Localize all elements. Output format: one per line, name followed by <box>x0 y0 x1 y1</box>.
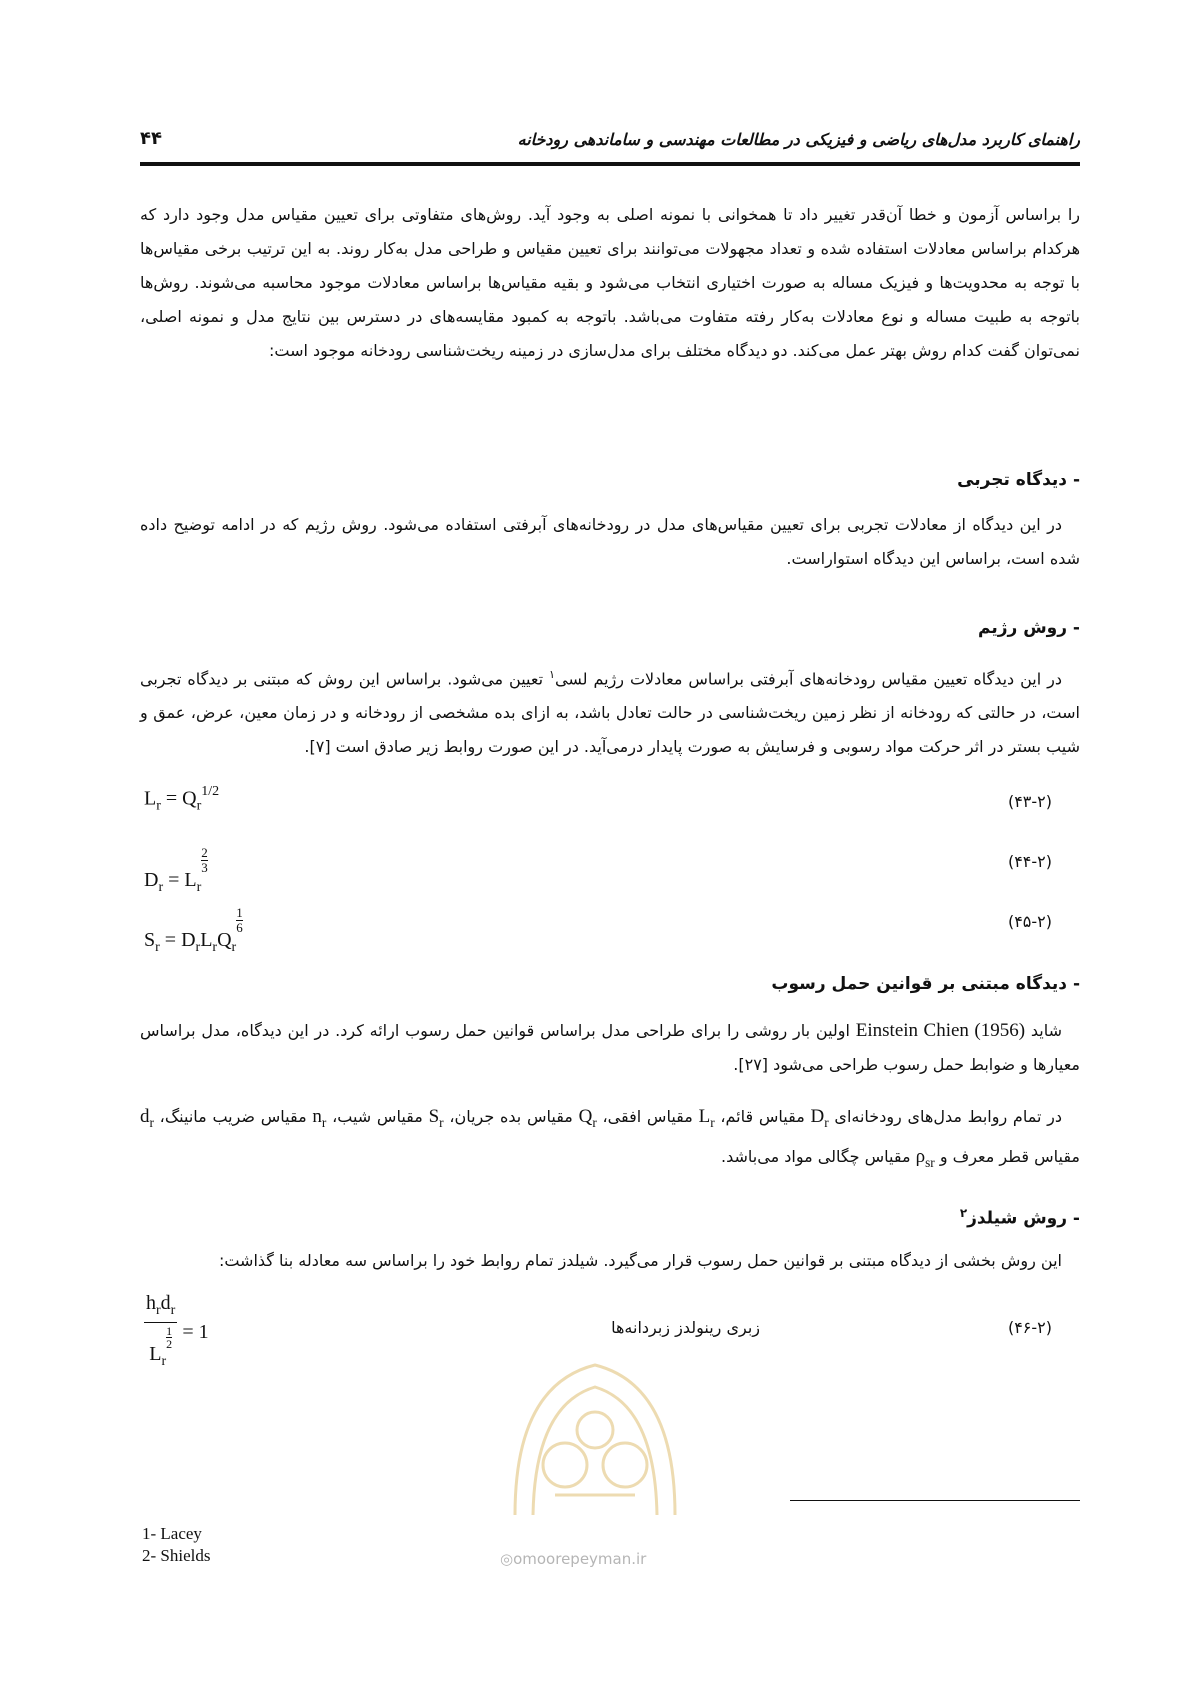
heading-empirical: - دیدگاه تجربی <box>957 470 1080 490</box>
symbol-rho-sr: $\rho_{sr}$ <box>915 1145 935 1170</box>
symbol-nr: $n_r$ <box>312 1106 327 1130</box>
notation-text: مقیاس بده جریان، <box>449 1107 573 1126</box>
watermark-globe-icon: ◎ <box>500 1550 514 1568</box>
heading-regime: - روش رژیم <box>978 618 1080 638</box>
regime-text-1: در این دیدگاه تعیین مقیاس رودخانه‌های آبرفتی براساس معادلات رژیم لسی <box>555 669 1063 689</box>
equation-45-number: (۴۵-۲) <box>1007 912 1052 931</box>
heading-shields <box>960 1206 1080 1229</box>
equation-43-number: (۴۳-۲) <box>1007 792 1052 811</box>
equation-44 <box>140 828 1080 895</box>
empirical-paragraph: در این دیدگاه از معادلات تجربی برای تعیین مقیاس‌های مدل در رودخانه‌های آبرفتی استفاده می‌شود. روش رژیم که در ادامه توضیح داده شده است، براساس این دیدگاه استواراست. <box>140 515 1080 568</box>
regime-text-2: تعیین می‌شود. براساس این روش که مبتنی بر دیدگاه تجربی است، در حالتی که رودخانه از نظر زمین ریخت‌شناسی در حالت تعادل باشد، به ازای بده مشخصی از رودخانه و در زمان معین، عرض، عمق و شیب بستر در اثر حرکت مواد رسوبی و فرسایش به صورت پایدار درمی‌آید. در این صورت روابط زیر صادق است [۷]. <box>140 669 1080 757</box>
heading-sediment: - دیدگاه مبتنی بر قوانین حمل رسوب <box>771 974 1080 994</box>
equation-46-formula: $h_rd_r$ $L_r$ $\frac{1}{2}$ = 1 <box>146 1292 209 1369</box>
equation-46-label: زبری رینولدز زبردانه‌ها <box>611 1318 760 1337</box>
notation-text: مقیاس <box>260 1107 307 1126</box>
page-number: ۴۴ <box>140 128 162 149</box>
citation-einstein-chien: Einstein Chien (1956) <box>855 1020 1026 1041</box>
notation-text: مقیاس شیب، <box>332 1107 423 1126</box>
regime-paragraph <box>140 658 1080 764</box>
equation-45 <box>140 888 1080 955</box>
sediment-paragraph <box>140 1014 1080 1082</box>
symbol-sr: $S_r$ <box>428 1106 444 1130</box>
notation-text: ضریب مانینگ، <box>159 1107 256 1126</box>
equation-43 <box>140 780 1080 824</box>
watermark-logo-icon <box>495 1345 695 1525</box>
notation-text: در تمام روابط مدل‌های رودخانه‌ای <box>834 1107 1062 1126</box>
sediment-text-2: اولین بار روشی را برای طراحی مدل براساس قوانین حمل رسوب ارائه کرد. در این دیدگاه، مدل براساس معیارها و ضوابط حمل رسوب طراحی می‌شود [۲۷]. <box>140 1021 1080 1074</box>
header-rule <box>140 162 1080 166</box>
notation-text: مقیاس افقی، <box>602 1107 693 1126</box>
footnote-rule <box>790 1500 1080 1501</box>
header-title: راهنمای کاربرد مدل‌های ریاضی و فیزیکی در مطالعات مهندسی و ساماندهی رودخانه <box>517 130 1080 149</box>
equation-44-number: (۴۴-۲) <box>1007 852 1052 871</box>
watermark-site <box>500 1550 646 1568</box>
equation-45-formula: $S_r = D_rL_rQ_r$ $\frac{1}{6}$ <box>144 905 243 955</box>
sediment-text-1: شاید <box>1025 1021 1063 1040</box>
intro-paragraph: را براساس آزمون و خطا آن‌قدر تغییر داد تا همخوانی با نمونه اصلی به وجود آید. روش‌های متفاوتی برای تعیین مقیاس مدل وجود دارد که هرکدام براساس معادلات استفاده شده و تعداد مجهولات می‌توانند برای تعیین مقیاس و طراحی مدل به‌کار روند. به این ترتیب برخی مقیاس‌ها با توجه به محدویت‌ها و فیزیک مساله به صورت اختیاری انتخاب می‌شود و بقیه مقیاس‌ها براساس معادلات موجود محاسبه می‌شوند. روش‌ها باتوجه به طبیت مساله و نوع معادلات به‌کار رفته متفاوت می‌باشد. باتوجه به کمبود مقایسه‌های در دسترس بین نتایج مدل و نمونه اصلی، نمی‌توان گفت کدام روش بهتر عمل می‌کند. دو دیدگاه مختلف برای مدل‌سازی در زمینه ریخت‌شناسی رودخانه موجود است: <box>140 205 1080 360</box>
shields-paragraph: این روش بخشی از دیدگاه مبتنی بر قوانین حمل رسوب قرار می‌گیرد. شیلدز تمام روابط خود را براساس سه معادله بنا گذاشت: <box>218 1251 1062 1270</box>
notation-text: مقیاس چگالی مواد می‌باشد. <box>721 1146 911 1166</box>
page-header <box>140 122 1080 156</box>
footnote-2: 2- Shields <box>142 1546 211 1565</box>
symbol-qr: $Q_r$ <box>578 1106 597 1130</box>
heading-shields-text: - روش شیلدز <box>967 1208 1080 1229</box>
symbol-lr: $L_r$ <box>698 1106 715 1130</box>
watermark-seal <box>495 1345 695 1529</box>
footnote-mark-shields[interactable]: ۲ <box>959 1206 968 1220</box>
symbol-dr: $D_r$ <box>810 1106 829 1130</box>
notation-text: مقیاس قائم، <box>720 1107 805 1126</box>
footnote-1: 1- Lacey <box>142 1524 202 1543</box>
symbol-dr-small: $d_r$ <box>140 1106 154 1130</box>
notation-paragraph <box>140 1100 1080 1180</box>
equation-44-formula: $D_r = L_r$ $\frac{2}{3}$ <box>144 845 208 895</box>
equation-46-number: (۴۶-۲) <box>1007 1318 1052 1337</box>
equation-43-formula: $L_r = Q_r^{1/2}$ <box>144 784 220 814</box>
watermark-site-text: omoorepeyman.ir <box>513 1550 647 1568</box>
footnote-mark-lacey[interactable]: ۱ <box>549 668 556 681</box>
notation-text: مقیاس قطر معرف و <box>939 1146 1080 1166</box>
